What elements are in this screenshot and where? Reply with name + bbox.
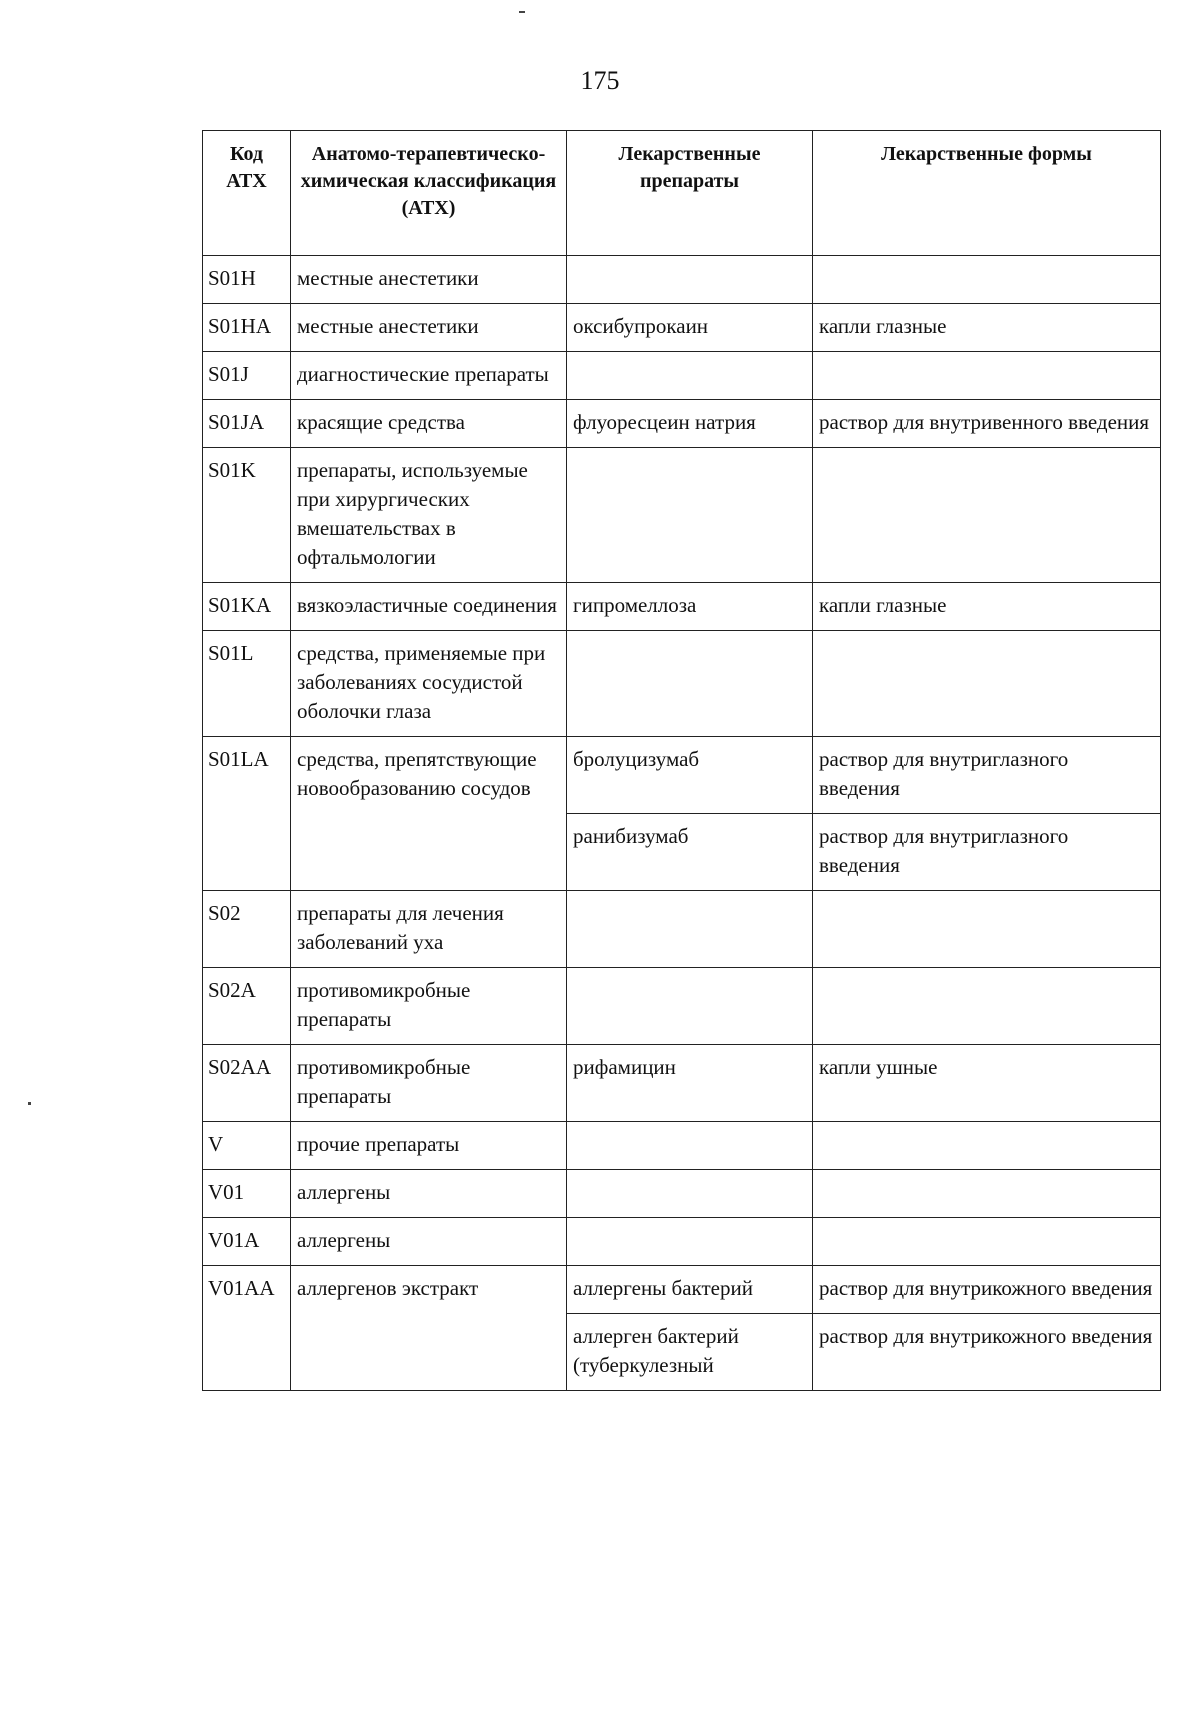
classification-cell: местные анестетики — [291, 304, 567, 352]
drug-cell — [567, 448, 813, 583]
drug-cell: оксибупрокаин — [567, 304, 813, 352]
classification-cell: средства, препятствующие новообразованию сосудов — [291, 737, 567, 891]
scan-speck — [519, 11, 525, 13]
dosage-form-cell: капли глазные — [813, 304, 1161, 352]
table-row — [203, 1170, 1161, 1218]
dosage-form-cell — [813, 352, 1161, 400]
table-row — [203, 737, 1161, 814]
table-row — [203, 583, 1161, 631]
classification-cell: прочие препараты — [291, 1122, 567, 1170]
table-row — [203, 352, 1161, 400]
dosage-form-cell — [813, 1170, 1161, 1218]
drug-cell — [567, 631, 813, 737]
scan-speck — [28, 1102, 31, 1105]
table-row — [203, 891, 1161, 968]
atx-code-cell: S02A — [203, 968, 291, 1045]
table-row — [203, 1218, 1161, 1266]
drug-cell — [567, 891, 813, 968]
header-forms: Лекарственные формы — [813, 131, 1161, 256]
classification-cell: препараты, используемые при хирургических вмешательствах в офтальмологии — [291, 448, 567, 583]
table-row — [203, 1122, 1161, 1170]
dosage-form-cell — [813, 1218, 1161, 1266]
drug-cell — [567, 1170, 813, 1218]
atx-code-cell: S01HA — [203, 304, 291, 352]
atx-code-cell: S01KA — [203, 583, 291, 631]
atx-code-cell: V01A — [203, 1218, 291, 1266]
atx-code-cell: S01K — [203, 448, 291, 583]
drug-cell: рифамицин — [567, 1045, 813, 1122]
atx-code-cell: V01AA — [203, 1266, 291, 1391]
header-drugs: Лекарственные препараты — [567, 131, 813, 256]
dosage-form-cell — [813, 968, 1161, 1045]
atx-code-cell: S01LA — [203, 737, 291, 891]
classification-cell: местные анестетики — [291, 256, 567, 304]
drug-cell — [567, 1218, 813, 1266]
dosage-form-cell: раствор для внутриглазного введения — [813, 814, 1161, 891]
drug-cell: аллерген бактерий (туберкулезный — [567, 1314, 813, 1391]
drug-cell — [567, 968, 813, 1045]
drug-cell: ранибизумаб — [567, 814, 813, 891]
table-row — [203, 1266, 1161, 1314]
table-row — [203, 400, 1161, 448]
drug-cell — [567, 1122, 813, 1170]
dosage-form-cell — [813, 448, 1161, 583]
drug-cell: гипромеллоза — [567, 583, 813, 631]
table-row — [203, 448, 1161, 583]
classification-cell: аллергены — [291, 1218, 567, 1266]
table-row — [203, 304, 1161, 352]
dosage-form-cell — [813, 891, 1161, 968]
atx-code-cell: S01J — [203, 352, 291, 400]
table-header-row — [203, 131, 1161, 256]
atx-code-cell: V — [203, 1122, 291, 1170]
table-body — [203, 256, 1161, 1391]
dosage-form-cell: капли ушные — [813, 1045, 1161, 1122]
table-row — [203, 256, 1161, 304]
drug-cell — [567, 256, 813, 304]
drug-cell: аллергены бактерий — [567, 1266, 813, 1314]
atx-code-cell: S01L — [203, 631, 291, 737]
classification-cell: препараты для лечения заболеваний уха — [291, 891, 567, 968]
atx-code-cell: S01H — [203, 256, 291, 304]
classification-cell: аллергенов экстракт — [291, 1266, 567, 1391]
dosage-form-cell: раствор для внутрикожного введения — [813, 1266, 1161, 1314]
dosage-form-cell — [813, 256, 1161, 304]
table-row — [203, 1045, 1161, 1122]
atx-code-cell: S02AA — [203, 1045, 291, 1122]
classification-cell: аллергены — [291, 1170, 567, 1218]
drug-cell: флуоресцеин натрия — [567, 400, 813, 448]
table-row — [203, 631, 1161, 737]
classification-cell: диагностические препараты — [291, 352, 567, 400]
classification-cell: средства, применяемые при заболеваниях сосудистой оболочки глаза — [291, 631, 567, 737]
dosage-form-cell: раствор для внутривенного введения — [813, 400, 1161, 448]
atx-code-cell: V01 — [203, 1170, 291, 1218]
classification-cell: противомикробные препараты — [291, 968, 567, 1045]
dosage-form-cell — [813, 1122, 1161, 1170]
header-classification: Анатомо-терапевтическо-химическая классификация (АТХ) — [291, 131, 567, 256]
dosage-form-cell: раствор для внутриглазного введения — [813, 737, 1161, 814]
page-number: 175 — [580, 66, 620, 95]
drug-cell — [567, 352, 813, 400]
table-row — [203, 968, 1161, 1045]
dosage-form-cell — [813, 631, 1161, 737]
classification-cell: вязкоэластичные соединения — [291, 583, 567, 631]
classification-cell: противомикробные препараты — [291, 1045, 567, 1122]
dosage-form-cell: капли глазные — [813, 583, 1161, 631]
header-code: Код АТХ — [203, 131, 291, 256]
atx-code-cell: S02 — [203, 891, 291, 968]
dosage-form-cell: раствор для внутрикожного введения — [813, 1314, 1161, 1391]
atx-code-cell: S01JA — [203, 400, 291, 448]
drug-cell: бролуцизумаб — [567, 737, 813, 814]
atx-table — [202, 130, 1161, 1391]
classification-cell: красящие средства — [291, 400, 567, 448]
